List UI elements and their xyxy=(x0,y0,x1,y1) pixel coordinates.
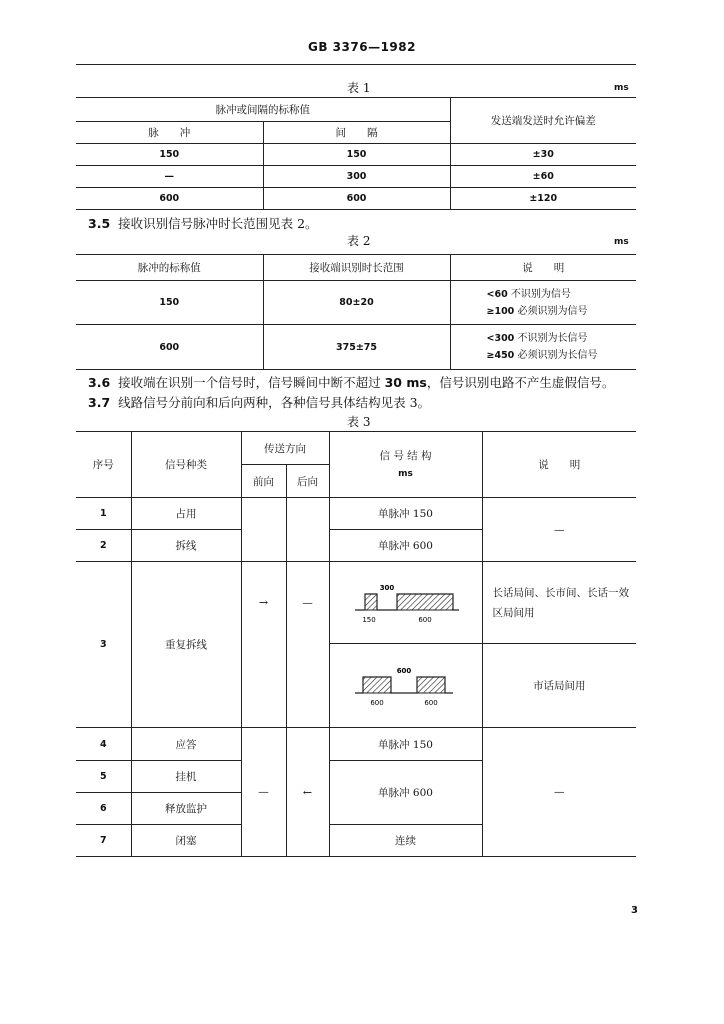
clause-number: 3.6 xyxy=(88,375,111,390)
table3-type: 闭塞 xyxy=(131,825,241,857)
table-row xyxy=(76,188,636,210)
table3-type-header: 信号种类 xyxy=(131,432,241,498)
waveform-cell xyxy=(329,562,482,644)
table3-forward-empty xyxy=(241,498,286,562)
table2-note-header: 说 明 xyxy=(450,255,636,281)
table1-cell: — xyxy=(76,166,263,188)
table1-caption: 表 1 xyxy=(347,81,371,95)
table3-backward-dash: — xyxy=(286,562,329,644)
waveform-label-top: 600 xyxy=(396,666,411,675)
table1-cell: ±30 xyxy=(450,144,636,166)
table1 xyxy=(76,97,636,210)
clause-text: 接收端在识别一个信号时，信号瞬间中断不超过 xyxy=(118,375,385,390)
table-row xyxy=(76,728,636,761)
table1-interval-header: 间 隔 xyxy=(263,122,450,144)
table3-no: 6 xyxy=(76,793,131,825)
waveform-label-left: 150 xyxy=(361,615,376,624)
table-row xyxy=(76,498,636,530)
table3-forward-dash: — xyxy=(241,728,286,857)
table-row xyxy=(76,166,636,188)
table1-cell: ±120 xyxy=(529,193,558,204)
table2-cell: 600 xyxy=(76,325,263,370)
table1-cell: 600 xyxy=(263,188,450,210)
clause-text: 线路信号分前向和后向两种，各种信号具体结构见表 3。 xyxy=(118,395,431,410)
note-text: 必须识别为长信号 xyxy=(514,350,598,361)
table3-note-dash: — xyxy=(554,786,565,798)
table1-unit: ms xyxy=(614,83,629,93)
table3-no: 7 xyxy=(76,825,131,857)
clause-number: 3.7 xyxy=(88,395,111,410)
table3-type: 挂机 xyxy=(131,761,241,793)
paragraph-3-6 xyxy=(88,373,614,391)
table2-note-cell xyxy=(450,325,636,370)
table3-note-3a: 长话局间、长市间、长话一效区局间用 xyxy=(482,562,636,644)
table3-struct-header xyxy=(329,432,482,498)
paragraph-3-5 xyxy=(88,214,318,232)
table1-tolerance-header: 发送端发送时允许偏差 xyxy=(450,98,636,144)
note-text: 不识别为信号 xyxy=(507,288,571,300)
note-value: ≥100 xyxy=(486,305,515,317)
table3-note-3b: 市话局间用 xyxy=(482,644,636,728)
table3-type: 占用 xyxy=(131,498,241,530)
note-text: 不识别为长信号 xyxy=(514,333,588,344)
table3-note-header: 说 明 xyxy=(482,432,636,498)
waveform-label-right: 600 xyxy=(423,698,438,707)
note-value: <60 xyxy=(486,288,508,300)
waveform-label-left: 600 xyxy=(369,698,384,707)
note-value: ≥450 xyxy=(486,350,515,361)
table2-cell: 80±20 xyxy=(263,281,450,325)
table2-note-cell xyxy=(450,281,636,325)
table1-pulse-header: 脉 冲 xyxy=(76,122,263,144)
table-row xyxy=(76,144,636,166)
table2-cell: 150 xyxy=(76,281,263,325)
table3-struct: 单脉冲 150 xyxy=(329,728,482,761)
table3-backward-empty xyxy=(286,644,329,728)
table-row xyxy=(76,281,636,325)
note-text: 必须识别为信号 xyxy=(514,305,588,317)
table3-no-header: 序号 xyxy=(76,432,131,498)
table3-type: 释放监护 xyxy=(131,793,241,825)
page-number: 3 xyxy=(631,905,638,916)
table3-forward-empty xyxy=(241,644,286,728)
table3-backward-header: 后向 xyxy=(286,465,329,498)
table1-cell: ±60 xyxy=(450,166,636,188)
table3-type: 应答 xyxy=(131,728,241,761)
pulse-waveform-1 xyxy=(351,580,461,626)
page-header: GB 3376—1982 xyxy=(308,40,416,54)
clause-bold: 30 ms xyxy=(384,375,427,390)
table3-no: 2 xyxy=(76,530,131,562)
table2-nominal-header: 脉冲的标称值 xyxy=(76,255,263,281)
table3-backward-empty xyxy=(286,498,329,562)
table3-no: 4 xyxy=(76,728,131,761)
waveform-pulse-2 xyxy=(397,594,453,610)
table2-cell: 375±75 xyxy=(263,325,450,370)
pulse-waveform-2 xyxy=(351,663,461,709)
struct-header-label: 信 号 结 构 xyxy=(379,449,432,462)
waveform-pulse-2 xyxy=(417,677,445,693)
clause-number: 3.5 xyxy=(88,216,111,231)
table3-struct: 单脉冲 150 xyxy=(329,498,482,530)
waveform-pulse-1 xyxy=(363,677,391,693)
waveform-label-right: 600 xyxy=(417,615,432,624)
table3-struct: 单脉冲 600 xyxy=(329,530,482,562)
table3-struct: 单脉冲 600 xyxy=(329,761,482,825)
paragraph-3-7 xyxy=(88,393,430,411)
table-row xyxy=(76,325,636,370)
table2 xyxy=(76,254,636,370)
table3-no: 5 xyxy=(76,761,131,793)
header-rule xyxy=(76,64,636,65)
table3-backward-arrow: ← xyxy=(286,728,329,857)
table1-cell: 150 xyxy=(76,144,263,166)
table3 xyxy=(76,431,636,857)
table2-unit: ms xyxy=(614,237,629,247)
waveform-cell xyxy=(329,644,482,728)
table3-no: 3 xyxy=(76,562,131,728)
table1-cell: 600 xyxy=(76,188,263,210)
table3-caption: 表 3 xyxy=(347,415,371,429)
struct-header-unit: ms xyxy=(398,468,413,479)
waveform-label-top: 300 xyxy=(379,583,394,592)
table2-caption: 表 2 xyxy=(347,234,371,248)
table3-direction-header: 传送方向 xyxy=(241,432,329,465)
table3-forward-header: 前向 xyxy=(241,465,286,498)
table1-cell: 150 xyxy=(263,144,450,166)
table3-struct: 连续 xyxy=(329,825,482,857)
table3-forward-arrow: → xyxy=(241,562,286,644)
waveform-pulse-1 xyxy=(365,594,377,610)
clause-text: 接收识别信号脉冲时长范围见表 2。 xyxy=(118,216,318,231)
note-value: <300 xyxy=(486,333,515,344)
table3-type: 重复拆线 xyxy=(131,562,241,728)
clause-text: ，信号识别电路不产生虚假信号。 xyxy=(426,375,615,390)
table-row xyxy=(76,562,636,644)
table1-cell: 300 xyxy=(263,166,450,188)
table3-type: 拆线 xyxy=(131,530,241,562)
table3-no: 1 xyxy=(76,498,131,530)
table3-note-dash: — xyxy=(482,498,636,562)
table2-range-header: 接收端识别时长范围 xyxy=(263,255,450,281)
table1-group-header: 脉冲或间隔的标称值 xyxy=(76,98,450,122)
